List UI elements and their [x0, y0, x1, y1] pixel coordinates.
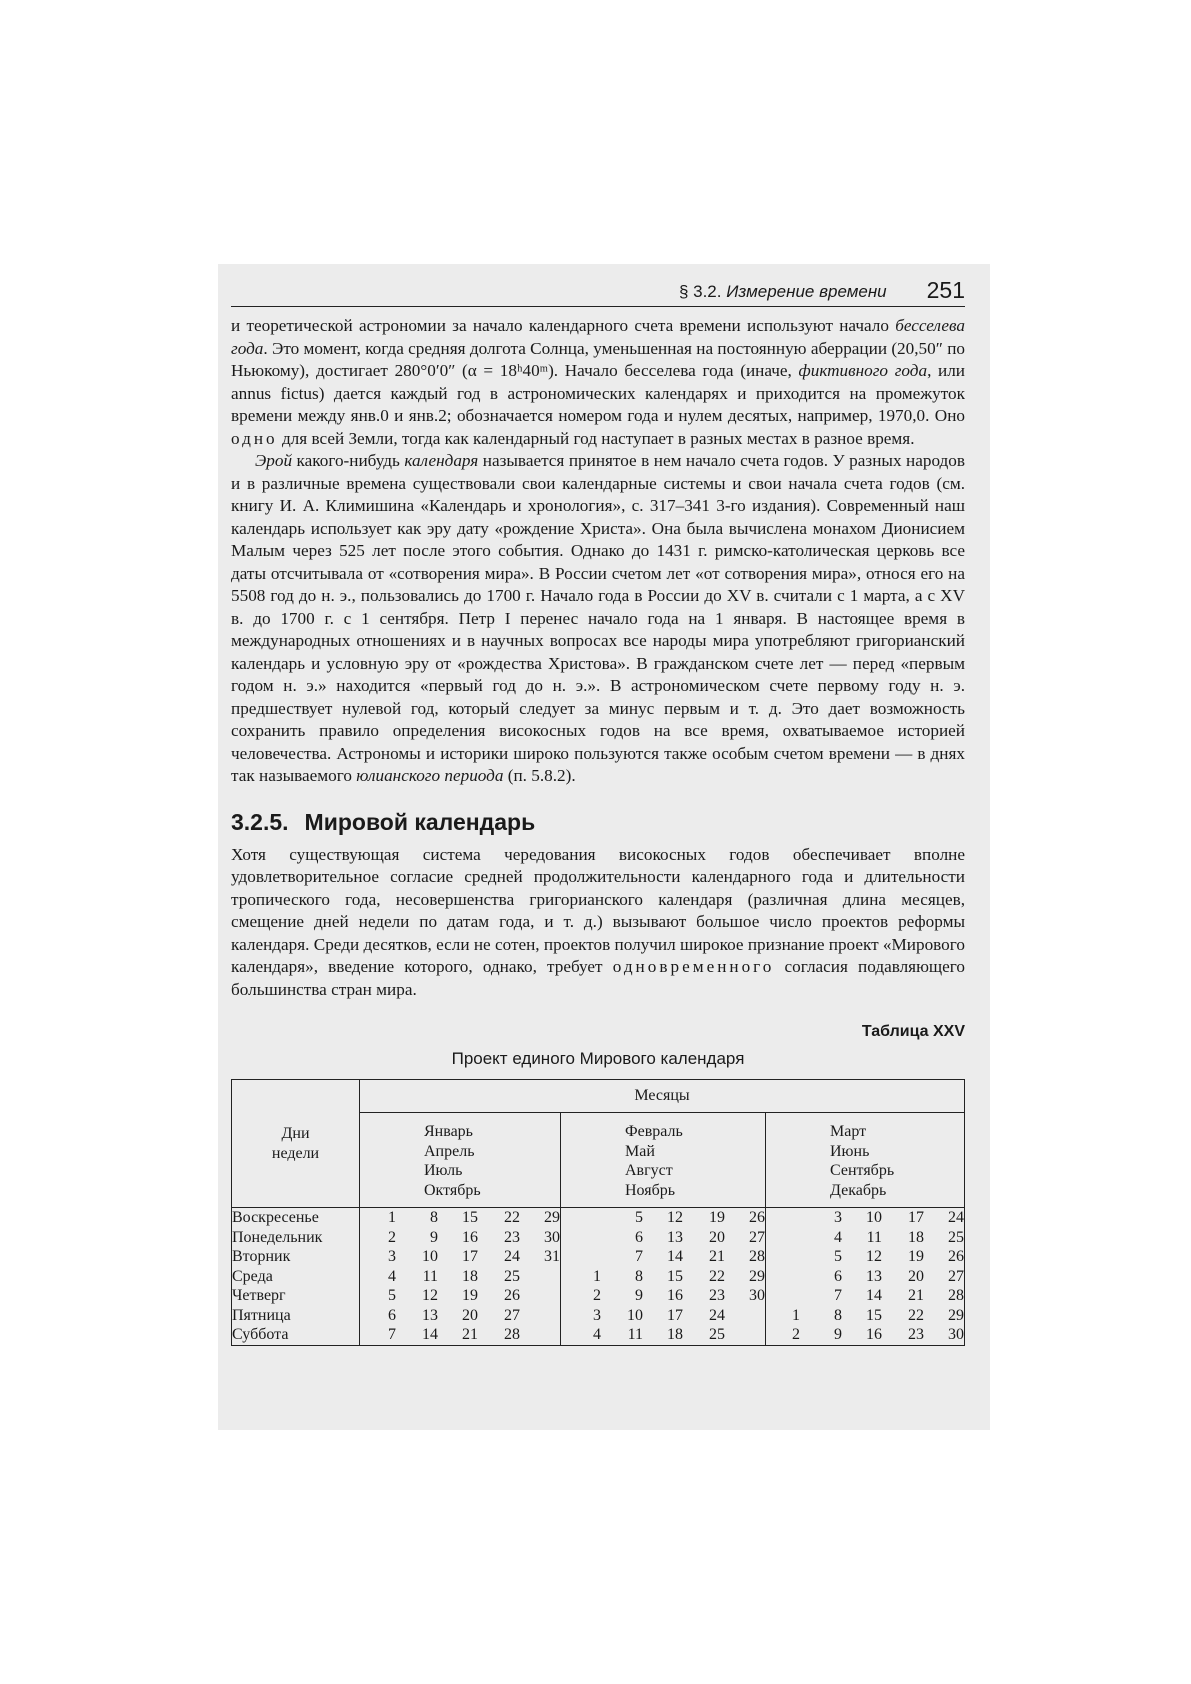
- month-group-header: [561, 1113, 766, 1208]
- days-header-line2: недели: [271, 1144, 320, 1162]
- date-cell: 19: [462, 1287, 478, 1304]
- date-cell: 12: [667, 1209, 683, 1226]
- date-cell: 25: [948, 1228, 964, 1246]
- text-run: (п. 5.8.2).: [503, 766, 576, 785]
- date-cell: 2: [792, 1326, 800, 1343]
- date-cell: 6: [388, 1306, 396, 1324]
- date-row: [360, 1208, 560, 1228]
- date-cell: 17: [462, 1248, 478, 1265]
- text-run: называется принятое в нем начало счета годов. У разных народов и в различные времена существовали свои календарные системы и свои начала счета годов (см. книгу И. А. Климишина «Календарь и хронология», с. 317–341 3-го издания). Современный наш календарь использует как эру дату «рождение Христа». Она была вычислена монахом Дионисием Малым через 525 лет после этого события. Однако до 1431 г. римско-католическая церковь все даты отсчитывала от «сотворения мира». В России счетом лет «от сотворения мира», относя его на 5508 год до н. э., пользовались до 1700 г. Начало года в России до XV в. считали с 1 марта, а с XV в. до 1700 г. с 1 сентября. Петр I перенес начало года на 1 января. В настоящее время в международных отношениях и в научных вопросах все народы мира употребляют григорианский календарь и условную эру от «рождества Христова». В гражданском счете лет — перед «первым годом н. э.» находится «первый год до н. э.». В астрономическом счете первому году н. э. предшествует нулевой год, который следует за минус первым и т. д. Это дает возможность сохранить правило определения високосных годов на все время, охватываемое историей человечества. Астрономы и историки широко пользуются также особым счетом времени — в днях так называемого: [231, 451, 965, 785]
- date-cell: 13: [866, 1267, 882, 1285]
- date-cell: 7: [635, 1248, 643, 1265]
- date-cell: [573, 1228, 601, 1248]
- date-cell: 27: [504, 1306, 520, 1324]
- date-row: [766, 1228, 964, 1248]
- date-cell: 24: [948, 1209, 964, 1226]
- date-cell: 1: [792, 1306, 800, 1324]
- text-run: согласия подавляющего большинства стран мира.: [231, 957, 966, 999]
- date-row: [360, 1325, 560, 1345]
- date-cell: 4: [388, 1267, 396, 1285]
- date-row: [766, 1267, 964, 1287]
- date-cell: [772, 1208, 800, 1228]
- date-cell: 23: [504, 1228, 520, 1246]
- month-name: Сентябрь: [830, 1162, 895, 1179]
- date-cell: 17: [667, 1306, 683, 1324]
- month-name: Июль: [424, 1162, 463, 1179]
- running-header-section: [679, 282, 887, 306]
- date-cell: [772, 1228, 800, 1248]
- text-run: Эрой: [255, 451, 293, 470]
- date-cell: [520, 1325, 560, 1345]
- date-cell: 4: [593, 1326, 601, 1343]
- date-cell: 4: [834, 1228, 842, 1246]
- date-row: [766, 1247, 964, 1267]
- day-name: Суббота: [232, 1326, 289, 1343]
- date-cell: 6: [834, 1267, 842, 1285]
- date-cell: 20: [709, 1228, 725, 1246]
- date-row: [360, 1247, 560, 1267]
- date-cell: 30: [749, 1287, 765, 1304]
- date-cell: 26: [504, 1287, 520, 1304]
- text-run: и теоретической астрономии за начало календарного счета времени используют начало: [231, 316, 896, 335]
- date-cell: [520, 1286, 560, 1306]
- date-cell: [573, 1208, 601, 1228]
- date-cell: [520, 1267, 560, 1287]
- day-name: Пятница: [232, 1306, 291, 1324]
- date-cell: 14: [866, 1287, 882, 1304]
- date-cell: 26: [749, 1209, 765, 1226]
- date-cell: 20: [908, 1267, 924, 1285]
- date-cell: 16: [667, 1287, 683, 1304]
- day-name: Воскресенье: [232, 1209, 319, 1226]
- month-group-dates: [766, 1208, 965, 1346]
- month-group-dates: [561, 1208, 766, 1346]
- date-cell: 6: [635, 1228, 643, 1246]
- date-row: [766, 1208, 964, 1228]
- date-cell: 28: [749, 1248, 765, 1265]
- text-run: , или annus fictus) дается каждый год в астрономических календарях и приходится на промежуток времени между янв.0 и янв.2; обозначается номером года и нулем десятых, например, 1970,0. Оно: [231, 361, 966, 425]
- date-cell: 11: [422, 1267, 438, 1285]
- month-name: Июнь: [830, 1142, 870, 1160]
- date-row: [561, 1208, 765, 1228]
- date-cell: [772, 1267, 800, 1287]
- subsection-number: 3.2.5.: [231, 808, 289, 835]
- date-cell: 5: [635, 1209, 643, 1226]
- date-cell: [725, 1306, 765, 1326]
- date-cell: 2: [388, 1228, 396, 1246]
- section-number: § 3.2.: [678, 282, 722, 301]
- date-cell: 3: [593, 1306, 601, 1324]
- date-cell: 5: [388, 1287, 396, 1304]
- date-cell: 25: [709, 1326, 725, 1343]
- paragraph-3: [231, 844, 965, 1002]
- date-row: [360, 1228, 560, 1248]
- date-row: [561, 1325, 765, 1345]
- month-name: Октябрь: [424, 1181, 481, 1199]
- date-cell: 30: [948, 1326, 964, 1343]
- date-cell: 26: [948, 1248, 964, 1265]
- page-number: 251: [926, 277, 965, 303]
- date-row: [561, 1306, 765, 1326]
- text-run: какого-нибудь: [292, 451, 405, 470]
- date-cell: 10: [627, 1306, 643, 1324]
- date-cell: 13: [667, 1228, 683, 1246]
- month-name: Декабрь: [830, 1181, 887, 1199]
- date-row: [561, 1228, 765, 1248]
- date-cell: 20: [462, 1306, 478, 1324]
- date-cell: 16: [866, 1326, 882, 1343]
- date-cell: 9: [635, 1287, 643, 1304]
- text-run: . Это момент, когда средняя долгота Солнца, уменьшенная на постоянную аберрации (20,50″ по Ньюкому), достигает 280°0′0″ (α = 18ʰ40ᵐ). Начало бесселева года (иначе,: [231, 338, 965, 380]
- date-cell: 30: [544, 1228, 560, 1246]
- section-title: Измерение времени: [726, 282, 887, 301]
- day-name: Понедельник: [232, 1228, 323, 1246]
- date-cell: 18: [667, 1326, 683, 1343]
- date-cell: 1: [593, 1267, 601, 1285]
- text-run: для всей Земли, тогда как календарный год наступает в разных местах в разное время.: [277, 428, 915, 448]
- date-cell: 28: [948, 1287, 964, 1304]
- days-header-line1: Дни: [281, 1124, 310, 1142]
- month-name: Май: [625, 1142, 655, 1160]
- world-calendar-table: [231, 1079, 965, 1346]
- date-cell: 3: [834, 1209, 842, 1226]
- date-cell: 22: [504, 1209, 520, 1226]
- date-cell: 13: [422, 1306, 438, 1324]
- day-name: Четверг: [232, 1287, 286, 1304]
- date-cell: [725, 1325, 765, 1345]
- text-run: одно: [231, 428, 278, 448]
- date-cell: 10: [866, 1209, 882, 1226]
- table-title: Проект единого Мирового календаря: [451, 1049, 745, 1068]
- date-cell: 3: [388, 1248, 396, 1265]
- date-cell: 18: [908, 1228, 924, 1246]
- date-cell: 18: [462, 1267, 478, 1285]
- date-cell: 23: [709, 1287, 725, 1304]
- date-cell: 29: [544, 1209, 560, 1226]
- date-cell: [573, 1247, 601, 1267]
- date-cell: 7: [834, 1287, 842, 1304]
- date-cell: 23: [908, 1326, 924, 1343]
- date-cell: 24: [709, 1306, 725, 1324]
- text-run: бесселева года: [231, 316, 965, 358]
- date-cell: 27: [948, 1267, 964, 1285]
- paragraph-1: [231, 315, 965, 450]
- days-column-header: [232, 1080, 360, 1208]
- date-row: [360, 1306, 560, 1326]
- date-cell: 21: [462, 1326, 478, 1343]
- date-row: [360, 1267, 560, 1287]
- subsection-heading: [231, 808, 965, 836]
- month-name: Январь: [424, 1123, 473, 1140]
- date-cell: 22: [709, 1267, 725, 1285]
- month-name: Ноябрь: [625, 1181, 676, 1199]
- month-group-header: [766, 1113, 965, 1208]
- date-row: [561, 1247, 765, 1267]
- running-header: [231, 272, 965, 307]
- month-name: Апрель: [424, 1142, 475, 1160]
- months-header: Месяцы: [360, 1080, 965, 1113]
- date-cell: 12: [422, 1287, 438, 1304]
- date-cell: 8: [635, 1267, 643, 1285]
- date-cell: 16: [462, 1228, 478, 1246]
- day-name: Среда: [232, 1267, 273, 1285]
- text-run: Хотя существующая система чередования високосных годов обеспечивает вполне удовлетворительное согласие средней продолжительности календарного года и длительности тропического года, несовершенства григорианского календаря (различная длина месяцев, смещение дней недели по датам года, и т. д.) вызывают большое число проектов реформы календаря. Среди десятков, если не сотен, проектов получил широкое признание проект «Мирового календаря», введение которого, однако, требует: [231, 844, 965, 976]
- text-run: юлианского периода: [356, 766, 504, 785]
- date-row: [360, 1286, 560, 1306]
- date-cell: 31: [544, 1248, 560, 1265]
- text-run: одновременного: [612, 957, 775, 976]
- date-cell: 29: [948, 1306, 964, 1324]
- date-cell: 8: [430, 1209, 438, 1226]
- text-run: фиктивного года: [798, 361, 928, 380]
- date-cell: 22: [908, 1306, 924, 1324]
- text-run: календаря: [404, 451, 479, 470]
- paragraph-2: [231, 450, 965, 788]
- date-cell: 14: [667, 1248, 683, 1265]
- date-cell: 1: [388, 1209, 396, 1226]
- date-cell: 8: [834, 1306, 842, 1324]
- date-cell: 2: [593, 1287, 601, 1304]
- date-cell: [772, 1247, 800, 1267]
- date-cell: 10: [422, 1248, 438, 1265]
- date-cell: 19: [709, 1209, 725, 1226]
- month-group-dates: [360, 1208, 561, 1346]
- date-cell: 27: [749, 1228, 765, 1246]
- date-cell: [772, 1286, 800, 1306]
- table-label: Таблица XXV: [861, 1023, 965, 1040]
- date-cell: 11: [866, 1228, 882, 1246]
- subsection-title: Мировой календарь: [304, 808, 536, 835]
- day-names-column: [232, 1208, 360, 1346]
- date-row: [766, 1306, 964, 1326]
- date-cell: 7: [388, 1326, 396, 1343]
- date-cell: 29: [749, 1267, 765, 1285]
- date-cell: 15: [462, 1209, 478, 1226]
- date-cell: 11: [627, 1326, 643, 1343]
- date-cell: 14: [422, 1326, 438, 1343]
- date-cell: [520, 1306, 560, 1326]
- date-row: [766, 1286, 964, 1306]
- date-cell: 9: [834, 1326, 842, 1343]
- date-cell: 21: [908, 1287, 924, 1304]
- month-name: Февраль: [625, 1123, 683, 1140]
- day-name: Вторник: [232, 1248, 291, 1265]
- month-group-header: [360, 1113, 561, 1208]
- date-cell: 28: [504, 1326, 520, 1343]
- date-cell: 12: [866, 1248, 882, 1265]
- date-row: [561, 1286, 765, 1306]
- date-cell: 24: [504, 1248, 520, 1265]
- date-row: [561, 1267, 765, 1287]
- date-row: [766, 1325, 964, 1345]
- date-cell: 9: [430, 1228, 438, 1246]
- date-cell: 25: [504, 1267, 520, 1285]
- date-cell: 21: [709, 1248, 725, 1265]
- date-cell: 17: [908, 1209, 924, 1226]
- month-name: Август: [625, 1162, 673, 1179]
- date-cell: 5: [834, 1248, 842, 1265]
- date-cell: 15: [667, 1267, 683, 1285]
- month-name: Март: [830, 1123, 867, 1140]
- date-cell: 15: [866, 1306, 882, 1324]
- page-content: [231, 272, 965, 1346]
- date-cell: 19: [908, 1248, 924, 1265]
